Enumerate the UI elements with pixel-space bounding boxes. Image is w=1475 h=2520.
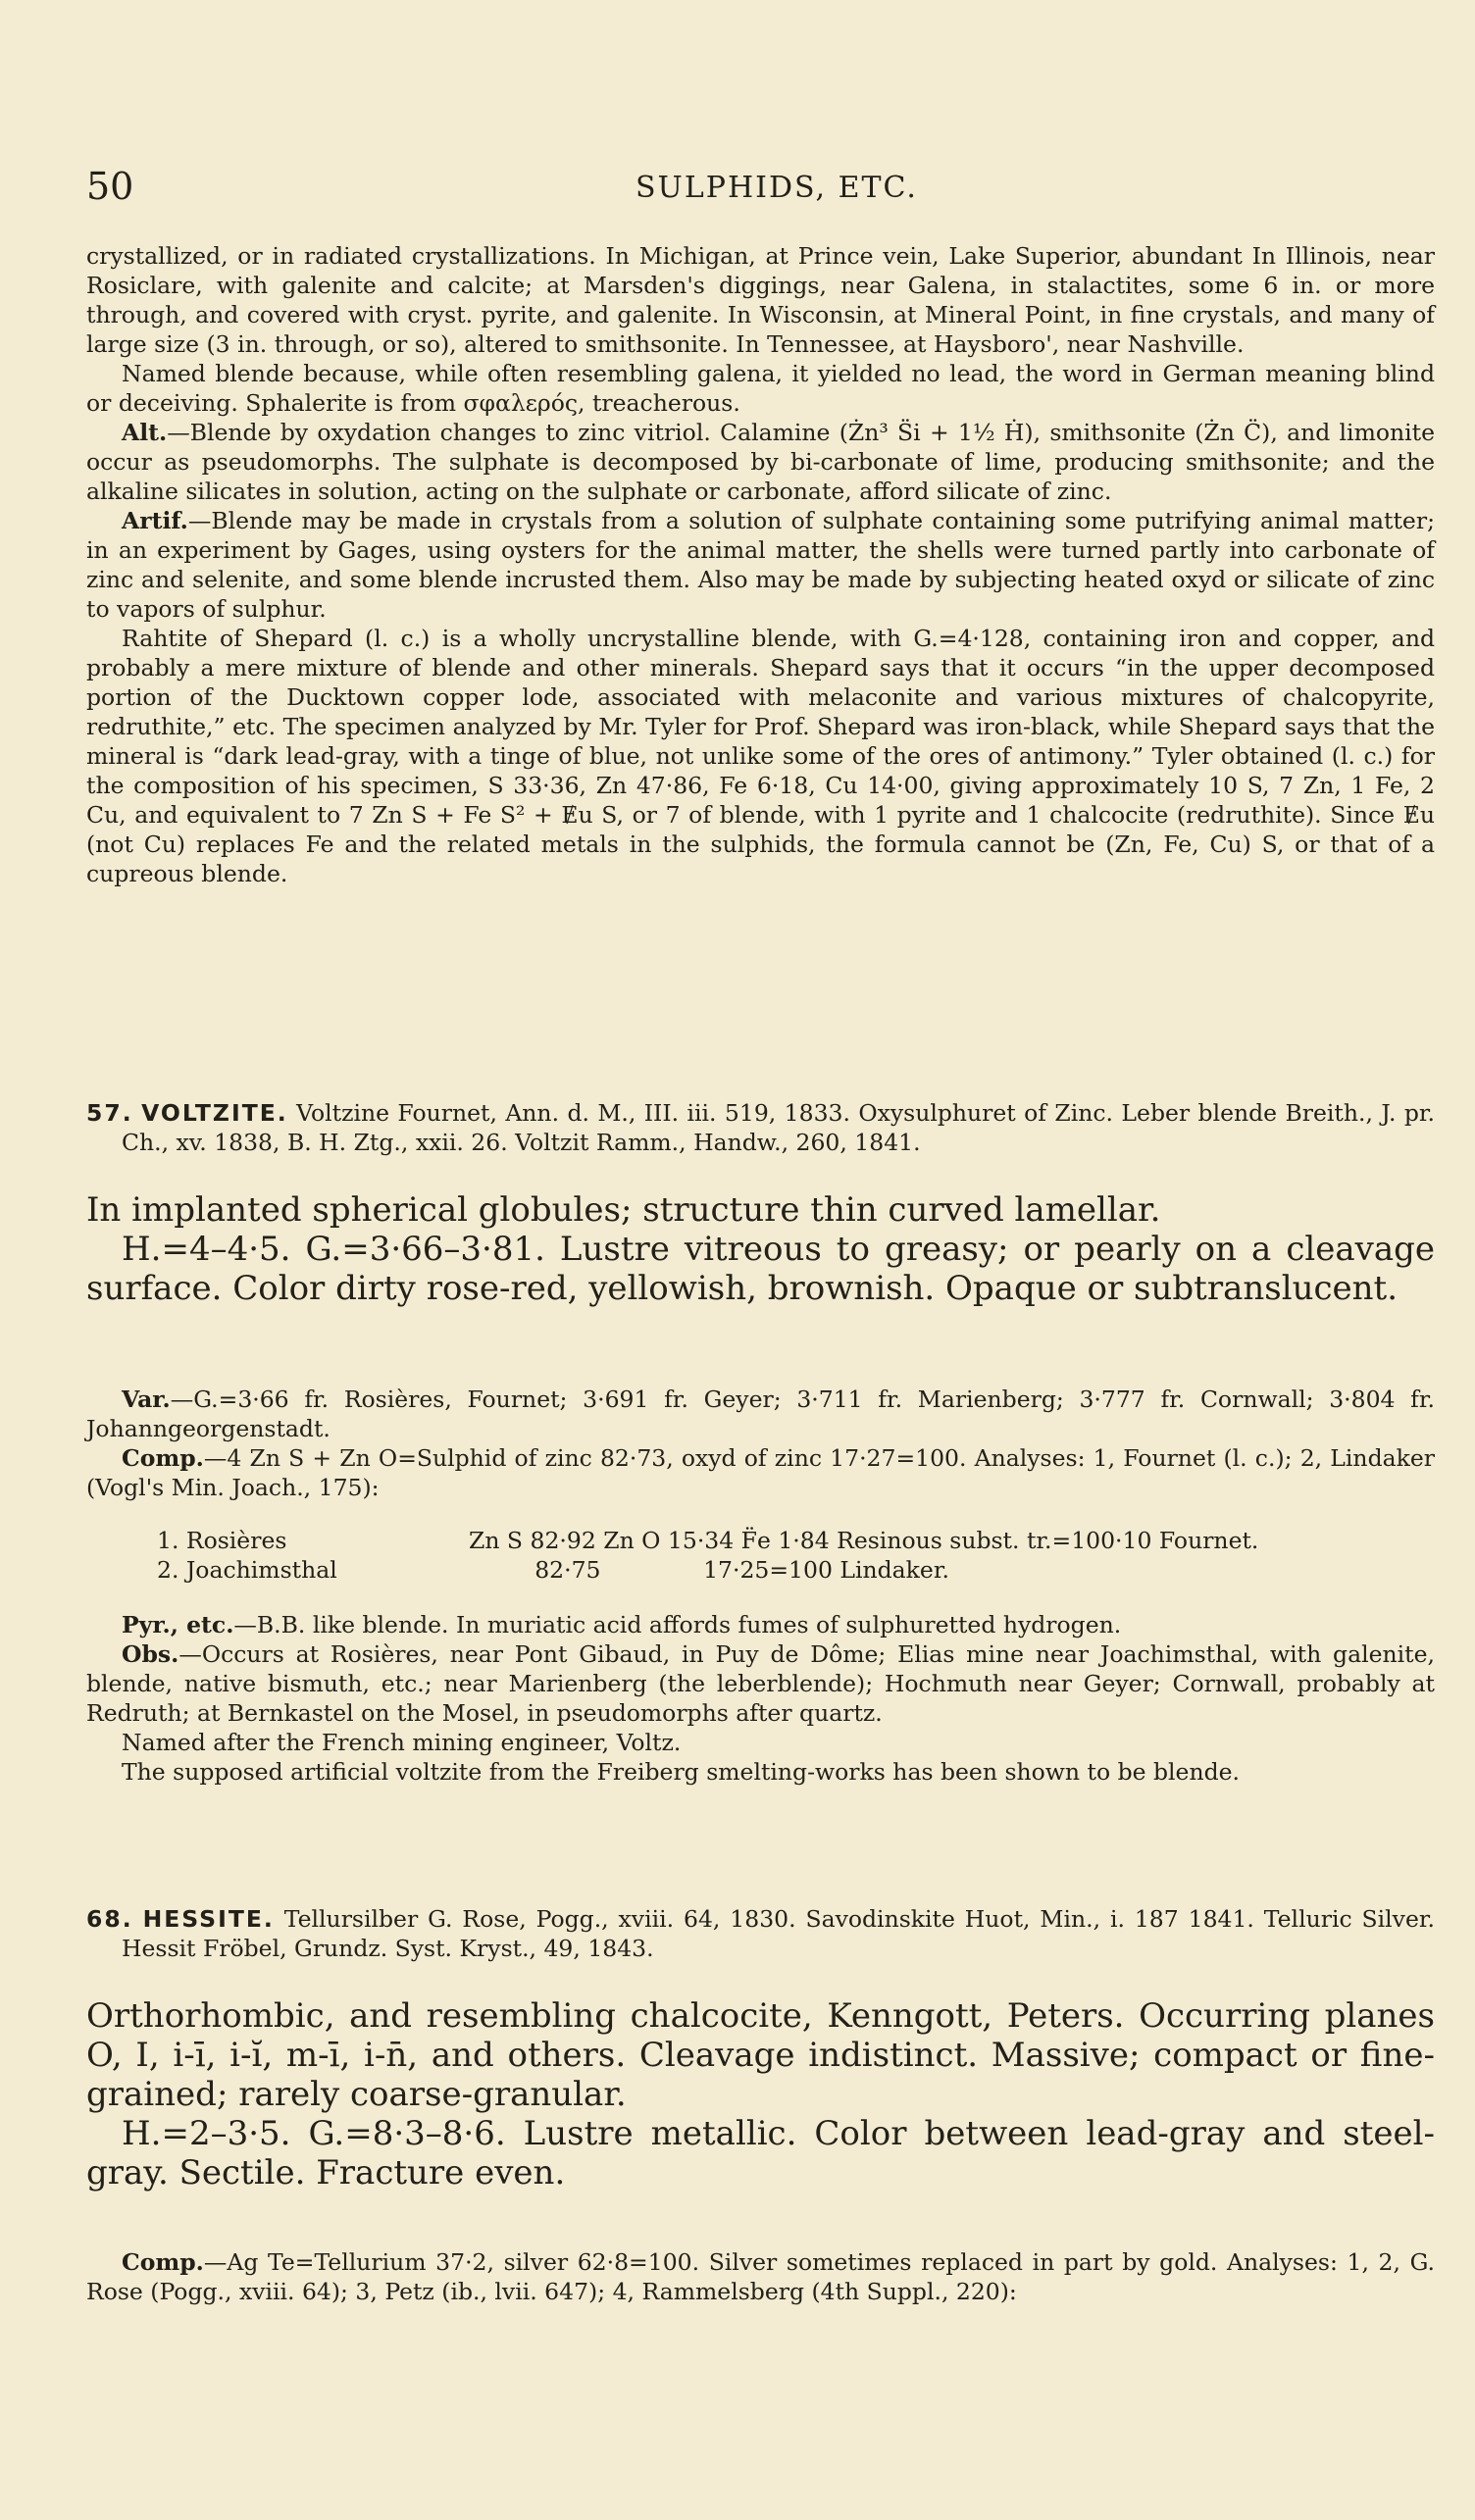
voltzite-number: 57. [86, 1099, 133, 1127]
voltzite-analyses-table [157, 1526, 1432, 1585]
hessite-synonymy: Tellursilber G. Rose, Pogg., xviii. 64, 1830. Savodinskite Huot, Min., i. 187 1841. Telluric Silver. Hessit Fröbel, Grundz. Syst. Kryst., 49, 1843. [122, 1905, 1435, 1962]
hessite-name: HESSITE. [142, 1905, 275, 1933]
naming-paragraph: Named blende because, while often resembling galena, it yielded no lead, the word in German meaning blind or deceiving. Sphalerite is from σφαλερός, treacherous. [86, 360, 1435, 417]
page-number: 50 [86, 165, 134, 208]
hessite-comp [86, 2247, 1435, 2306]
voltzite-obs [86, 1639, 1435, 1728]
voltzite-properties: H.=4–4·5. G.=3·66–3·81. Lustre vitreous to greasy; or pearly on a cleavage surface. Color dirty rose-red, yellowish, brownish. Opaque or subtranslucent. [86, 1230, 1435, 1308]
comp-text: —4 Zn S + Zn O=Sulphid of zinc 82·73, oxyd of zinc 17·27=100. Analyses: 1, Fournet (l. c.); 2, Lindaker (Vogl's Min. Joach., 175): [86, 1444, 1435, 1501]
alt-label: Alt. [122, 419, 168, 446]
voltzite-pyr [86, 1610, 1435, 1639]
pyr-label: Pyr., etc. [122, 1611, 234, 1638]
comp-label: Comp. [122, 1444, 204, 1472]
voltzite-comp [86, 1443, 1435, 1502]
hessite-description [86, 1996, 1435, 2192]
voltzite-structure: In implanted spherical globules; structure thin curved lamellar. [86, 1190, 1161, 1230]
obs-label: Obs. [122, 1640, 179, 1668]
analysis-locality: 1. Rosières [157, 1527, 287, 1554]
page-header [86, 165, 1436, 212]
table-row [157, 1555, 1432, 1585]
hessite-comp-text: —Ag Te=Tellurium 37·2, silver 62·8=100. Silver sometimes replaced in part by gold. Analyses: 1, 2, G. Rose (Pogg., xviii. 64); 3, Petz (ib., lvii. 647); 4, Rammelsberg (4th Suppl., 220): [86, 2248, 1435, 2305]
running-head: SULPHIDS, ETC. [636, 171, 918, 205]
table-row [157, 1526, 1432, 1555]
var-text: —G.=3·66 fr. Rosières, Fournet; 3·691 fr. Geyer; 3·711 fr. Marienberg; 3·777 fr. Cornwall; 3·804 fr. Johanngeorgenstadt. [86, 1386, 1435, 1442]
hessite-heading [86, 1904, 1435, 1963]
hessite-properties: H.=2–3·5. G.=8·3–8·6. Lustre metallic. Color between lead-gray and steel-gray. Sectile. Fracture even. [86, 2114, 1435, 2192]
analysis-values: Zn S 82·92 Zn O 15·34 F̈e 1·84 Resinous subst. tr.=100·10 Fournet. [469, 1527, 1259, 1554]
hessite-crystal-form: Orthorhombic, and resembling chalcocite, Kenngott, Peters. Occurring planes O, I, i-ī, i-ĭ, m-ī, i-n̄, and others. Cleavage indistinct. Massive; compact or fine-grained; rarely coarse-granular. [86, 1996, 1435, 2114]
alt-text: —Blende by oxydation changes to zinc vitriol. Calamine (Żn³ S̈i + 1½ Ḣ), smithsonite (Żn C̈), and limonite occur as pseudomorphs. The sulphate is decomposed by bi-carbonate of lime, producing smithsonite; and the alkaline silicates in solution, acting on the sulphate or carbonate, afford silicate of zinc. [86, 419, 1435, 505]
alteration-paragraph [86, 418, 1435, 506]
voltzite-description [86, 1190, 1435, 1308]
voltzite-named: Named after the French mining engineer, Voltz. [122, 1729, 682, 1756]
voltzite-notes [86, 1610, 1435, 1787]
voltzite-name: VOLTZITE. [141, 1099, 288, 1127]
hessite-comp-label: Comp. [122, 2248, 204, 2276]
artif-label: Artif. [122, 507, 188, 534]
rahtite-paragraph: Rahtite of Shepard (l. c.) is a wholly uncrystalline blende, with G.=4·128, containing iron and copper, and probably a mere mixture of blende and other minerals. Shepard says that it occurs “in the upper decomposed portion of the Ducktown copper lode, associated with melaconite and various mixtures of chalcopyrite, redruthite,” etc. The specimen analyzed by Mr. Tyler for Prof. Shepard was iron-black, while Shepard says that the mineral is “dark lead-gray, with a tinge of blue, not unlike some of the ores of antimony.” Tyler obtained (l. c.) for the composition of his specimen, S 33·36, Zn 47·86, Fe 6·18, Cu 14·00, giving approximately 10 S, 7 Zn, 1 Fe, 2 Cu, and equivalent to 7 Zn S + Fe S² + Ɇu S, or 7 of blende, with 1 pyrite and 1 chalcocite (redruthite). Since Ɇu (not Cu) replaces Fe and the related metals in the sulphids, the formula cannot be (Zn, Fe, Cu) S, or that of a cupreous blende. [86, 625, 1435, 887]
artif-text: —Blende may be made in crystals from a solution of sulphate containing some putrifying animal matter; in an experiment by Gages, using oysters for the animal matter, the shells were turned partly into carbonate of zinc and selenite, and some blende incrusted them. Also may be made by subjecting heated oxyd or silicate of zinc to vapors of sulphur. [86, 507, 1435, 623]
localities-paragraph: crystallized, or in radiated crystallizations. In Michigan, at Prince vein, Lake Superior, abundant In Illinois, near Rosiclare, with galenite and calcite; at Marsden's diggings, near Galena, in stalactites, some 6 in. or more through, and covered with cryst. pyrite, and galenite. In Wisconsin, at Mineral Point, in fine crystals, and many of large size (3 in. through, or so), altered to smithsonite. In Tennessee, at Haysboro', near Nashville. [86, 242, 1435, 358]
analysis-values: 82·75 17·25=100 Lindaker. [469, 1556, 949, 1584]
voltzite-synonymy: Voltzine Fournet, Ann. d. M., III. iii. 519, 1833. Oxysulphuret of Zinc. Leber blende Breith., J. pr. Ch., xv. 1838, B. H. Ztg., xxii. 26. Voltzit Ramm., Handw., 260, 1841. [122, 1099, 1435, 1156]
obs-text: —Occurs at Rosières, near Pont Gibaud, in Puy de Dôme; Elias mine near Joachimsthal, with galenite, blende, native bismuth, etc.; near Marienberg (the leberblende); Hochmuth near Geyer; Cornwall, probably at Redruth; at Bernkastel on the Mosel, in pseudomorphs after quartz. [86, 1640, 1435, 1727]
artificial-paragraph [86, 506, 1435, 624]
blende-continuation [86, 241, 1435, 888]
hessite-comp-section [86, 2247, 1435, 2306]
analysis-locality: 2. Joachimsthal [157, 1556, 337, 1584]
voltzite-heading [86, 1098, 1435, 1157]
voltzite-var-comp [86, 1385, 1435, 1502]
var-label: Var. [122, 1386, 171, 1413]
pyr-text: —B.B. like blende. In muriatic acid affords fumes of sulphuretted hydrogen. [233, 1611, 1122, 1638]
voltzite-var [86, 1385, 1435, 1443]
voltzite-artificial: The supposed artificial voltzite from the Freiberg smelting-works has been shown to be blende. [122, 1758, 1241, 1786]
hessite-number: 68. [86, 1905, 133, 1933]
